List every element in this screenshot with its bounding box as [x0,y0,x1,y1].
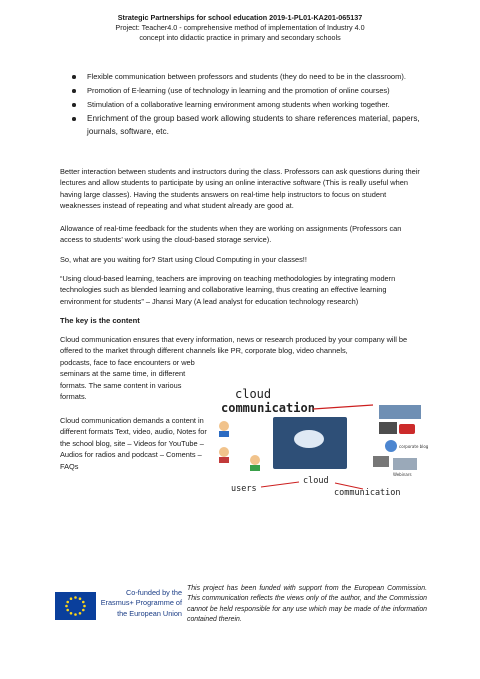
list-item: Stimulation of a collaborative learning environment among students when working together. [60,99,440,110]
figure-label-users: users [231,484,257,494]
figure-title-communication: communication [221,401,315,415]
node-label: corporate blog [399,444,429,449]
figure-arrow [313,405,373,409]
paragraph-call-to-action: So, what are you waiting for? Start using Cloud Computing in your classes!! [60,255,307,264]
header-project-line: Project: Teacher4.0 - comprehensive method of implementation of Industry 4.0 [115,23,365,32]
paragraph-cloud-communication-cont: podcasts, face to face encounters or web seminars at the same time, in different formats. The same content in various formats. [60,358,195,402]
list-item: Enrichment of the group based work allowing students to share references material, papers, journals, software, etc. [60,113,440,138]
eu-flag-icon [55,592,96,620]
figure-label-communication: communication [334,488,401,498]
user-icon [250,465,260,471]
list-item: Flexible communication between professors and students (they do need to be in the classroom). [60,71,440,82]
paragraph-cloud-communication: Cloud communication ensures that every information, news or research produced by your company will be offered to the market through different channels like PR, corporate blog, video channels, [60,335,408,356]
social-network-icon [379,422,397,434]
co-funded-text: Co-funded by the Erasmus+ Programme of the European Union [100,588,182,618]
user-icon [250,455,260,465]
disclaimer-text: This project has been funded with support from the European Commission. This communication reflects the views only of the author, and the Commission cannot be held responsible for any use which may be made of the information contained therein. [187,585,427,624]
user-icon [219,421,229,431]
cloud-icon [294,430,324,448]
news-icon [379,405,421,419]
user-icon [219,447,229,457]
page-header [40,13,440,43]
erasmus-logo [55,588,182,622]
paragraph-interaction: Better interaction between students and instructors during the class. Professors can ask questions during their lectures and allow students to participate by using an online interactive software (This is really useful when having large classes). Having the students answers on real-time help instructors to focus on student weaknesses instead of repeating and what student already are good at. [60,167,420,211]
user-icon [219,457,229,463]
node-label: Webinars [393,472,412,477]
quote-paragraph: “Using cloud-based learning, teachers are improving on teaching methodologies by integrating modern technologies such as blended learning and collaborative learning, thus creating an effective learning environment for students” – Jhansi Mary (A lead analyst for education technology research) [60,274,396,306]
podcast-icon [373,456,389,467]
blog-icon [385,440,397,452]
cloud-communication-figure [213,386,429,498]
webinar-icon [393,458,417,470]
figure-arrow [261,482,299,487]
youtube-icon [399,424,415,434]
section-heading: The key is the content [60,316,140,325]
list-item: Promotion of E-learning (use of technology in learning and the promotion of online courses) [60,85,440,96]
header-title: Strategic Partnerships for school education 2019-1-PL01-KA201-065137 [117,13,363,22]
paragraph-content-formats: Cloud communication demands a content in different formats Text, video, audio, Notes for the school blog, site – Videos for YouTube – Audios for radios and podcast – Coments – FAQs [60,416,207,471]
figure-label-cloud: cloud [303,476,329,486]
benefits-list [60,71,440,141]
figure-title-cloud: cloud [235,387,272,401]
paragraph-feedback: Allowance of real-time feedback for the students when they are working on assignments (Professors can access to students’ work using the cloud-based storage service). [60,224,402,245]
user-icon [219,431,229,437]
header-project-line-2: concept into didactic practice in primary and secondary schools [139,33,341,42]
